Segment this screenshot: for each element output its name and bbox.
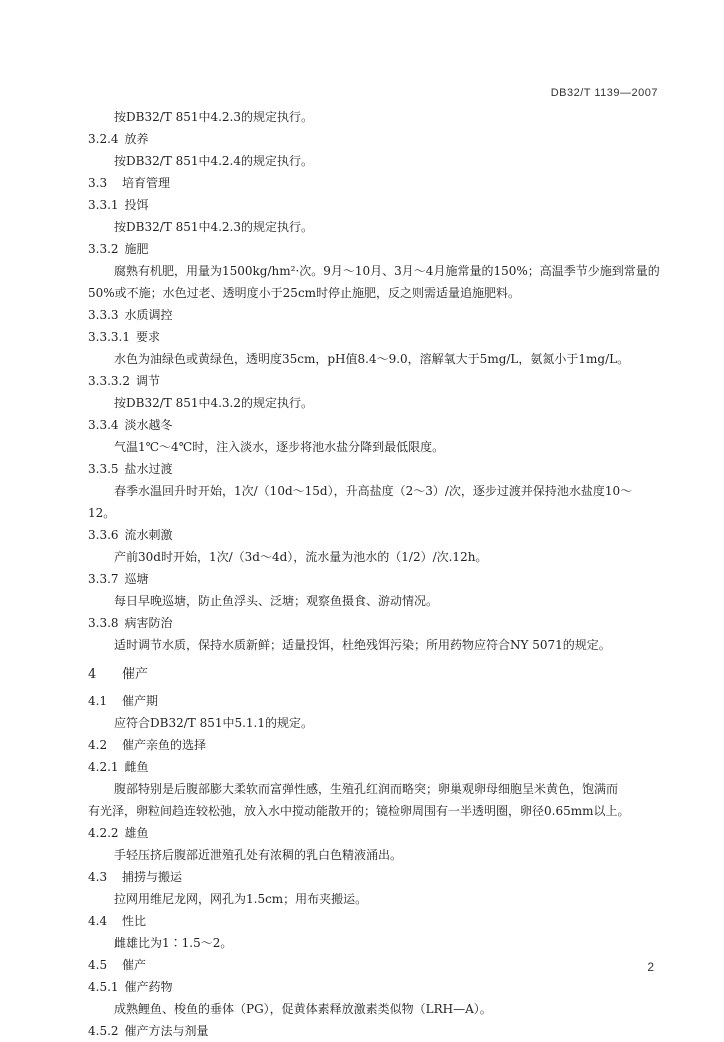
- section-heading: [88, 524, 660, 546]
- section-title: 性比: [122, 914, 147, 928]
- paragraph-line: 水色为油绿色或黄绿色，透明度35cm，pH值8.4～9.0，溶解氧大于5mg/L，氨氮小于1mg/L。: [114, 352, 630, 366]
- section-heading: [88, 414, 660, 436]
- page-number: 2: [647, 960, 654, 974]
- paragraph-line: 每日早晚巡塘，防止鱼浮头、泛塘；观察鱼摄食、游动情况。: [114, 594, 439, 608]
- paragraph-line: 腐熟有机肥，用量为1500kg/hm²·次。9月～10月、3月～4月施常量的150%；高温季节少施到常量的: [114, 264, 660, 278]
- section-title: 催产药物: [124, 980, 173, 994]
- section-number: 3.3: [88, 176, 108, 190]
- paragraph-line: 气温1℃～4℃时，注入淡水，逐步将池水盐分降到最低限度。: [114, 440, 445, 454]
- section-title: 流水刺激: [124, 528, 173, 542]
- section-number: 3.3.3: [88, 308, 119, 322]
- section-number: 3.3.7: [88, 572, 119, 586]
- section-title: 施肥: [124, 242, 149, 256]
- section-number: 3.3.4: [88, 418, 119, 432]
- section-title: 要求: [135, 330, 160, 344]
- section-heading: [88, 568, 660, 590]
- paragraph-line: 按DB32/T 851中4.3.2的规定执行。: [114, 396, 314, 410]
- section-heading: [88, 664, 660, 686]
- paragraph-line: 春季水温回升时开始，1次/（10d～15d），升高盐度（2～3）/次，逐步过渡并保持池水盐度10～: [114, 484, 633, 498]
- section-heading: [88, 304, 660, 326]
- paragraph-line: 适时调节水质，保持水质新鲜；适量投饵，杜绝残饵污染；所用药物应符合NY 5071的规定。: [114, 638, 611, 652]
- section-heading: [88, 194, 660, 216]
- section-title: 调节: [135, 374, 160, 388]
- section-number: 4.1: [88, 694, 108, 708]
- section-title: 投饵: [124, 198, 149, 212]
- section-number: 3.3.3.2: [88, 374, 130, 388]
- section-number: 4.2.2: [88, 826, 119, 840]
- paragraph-line: 拉网用维尼龙网，网孔为1.5cm；用布夹搬运。: [114, 892, 368, 906]
- section-title: 催产: [122, 667, 149, 682]
- section-heading: [88, 128, 660, 150]
- section-number: 3.3.8: [88, 616, 119, 630]
- section-heading: [88, 866, 660, 888]
- section-number: 3.3.2: [88, 242, 119, 256]
- section-heading: [88, 976, 660, 998]
- section-number: 4.2.1: [88, 760, 119, 774]
- section-title: 雄鱼: [124, 826, 149, 840]
- section-title: 催产亲鱼的选择: [122, 738, 207, 752]
- section-number: 3.3.3.1: [88, 330, 130, 344]
- section-heading: [88, 910, 660, 932]
- section-heading: [88, 756, 660, 778]
- section-number: 4.4: [88, 914, 108, 928]
- section-heading: [88, 612, 660, 634]
- section-title: 雌鱼: [124, 760, 149, 774]
- section-heading: [88, 822, 660, 844]
- section-title: 盐水过渡: [124, 462, 173, 476]
- paragraph-line: 成熟鲤鱼、梭鱼的垂体（PG），促黄体素释放激素类似物（LRH—A）。: [114, 1002, 492, 1016]
- section-title: 病害防治: [124, 616, 173, 630]
- section-title: 水质调控: [124, 308, 173, 322]
- section-number: 4.5.2: [88, 1024, 119, 1038]
- section-title: 培育管理: [122, 176, 171, 190]
- section-heading: [88, 238, 660, 260]
- section-number: 4.5: [88, 958, 108, 972]
- section-number: 3.3.1: [88, 198, 119, 212]
- paragraph-line: 按DB32/T 851中4.2.3的规定执行。: [114, 110, 314, 124]
- section-heading: [88, 326, 660, 348]
- section-number: 3.3.5: [88, 462, 119, 476]
- paragraph-line: 腹部特别是后腹部膨大柔软而富弹性感，生殖孔红润而略突；卵巢观卵母细胞呈米黄色，饱满而: [114, 782, 619, 796]
- paragraph-line: 按DB32/T 851中4.2.4的规定执行。: [114, 154, 314, 168]
- paragraph-line: 按DB32/T 851中4.2.3的规定执行。: [114, 220, 314, 234]
- section-title: 催产: [122, 958, 147, 972]
- paragraph-line: 50%或不施；水色过老、透明度小于25cm时停止施肥，反之则需适量追施肥料。: [88, 286, 521, 300]
- section-title: 捕捞与搬运: [122, 870, 183, 884]
- section-heading: [88, 690, 660, 712]
- paragraph-line: 应符合DB32/T 851中5.1.1的规定。: [114, 716, 314, 730]
- document-code: DB32/T 1139—2007: [550, 87, 658, 99]
- section-number: 4.5.1: [88, 980, 119, 994]
- section-heading: [88, 1020, 660, 1042]
- section-heading: [88, 734, 660, 756]
- section-heading: [88, 370, 660, 392]
- section-title: 巡塘: [124, 572, 149, 586]
- paragraph-line: 手轻压挤后腹部近泄殖孔处有浓稠的乳白色精液涌出。: [114, 848, 403, 862]
- section-number: 4: [88, 667, 97, 682]
- section-number: 3.2.4: [88, 132, 119, 146]
- section-number: 4.2: [88, 738, 108, 752]
- section-title: 催产方法与剂量: [124, 1024, 209, 1038]
- section-heading: [88, 458, 660, 480]
- section-heading: [88, 954, 660, 976]
- section-number: 3.3.6: [88, 528, 119, 542]
- section-number: 4.3: [88, 870, 108, 884]
- paragraph-line: 雌雄比为1∶1.5～2。: [114, 936, 233, 950]
- section-title: 催产期: [122, 694, 159, 708]
- section-heading: [88, 172, 660, 194]
- paragraph-line: 有光泽，卵粒间趋连较松弛，放入水中搅动能散开的；镜检卵周围有一半透明圈，卵径0.65mm以上。: [88, 804, 630, 818]
- section-title: 放养: [124, 132, 149, 146]
- paragraph-line: 产前30d时开始，1次/（3d～4d），流水量为池水的（1/2）/次.12h。: [114, 550, 488, 564]
- paragraph-line: 12。: [88, 506, 116, 520]
- document-body: [88, 106, 660, 1042]
- section-title: 淡水越冬: [124, 418, 173, 432]
